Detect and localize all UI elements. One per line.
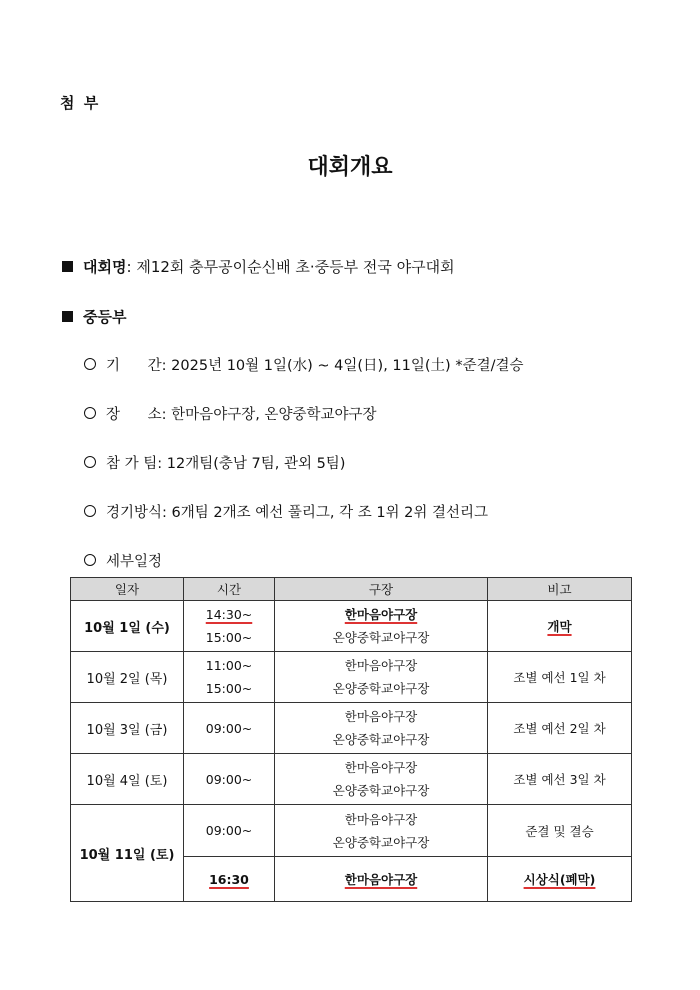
- table-row: [71, 652, 632, 703]
- venue-cell: [275, 703, 488, 754]
- period-label: 기 간: [106, 358, 162, 374]
- time-cell: 09:00~: [184, 805, 275, 857]
- page-title: 대회개요: [307, 155, 393, 180]
- venue-value: 한마음야구장, 온양중학교야구장: [171, 407, 377, 423]
- period-item: 기 간: 2025년 10월 1일(水) ~ 4일(日), 11일(土) *준결/결승: [84, 354, 523, 375]
- date-cell: 10월 3일 (금): [71, 703, 184, 754]
- table-header-row: [71, 578, 632, 601]
- format-item: 경기방식: 6개팀 2개조 예선 풀리그, 각 조 1위 2위 결선리그: [84, 501, 488, 522]
- teams-value: 12개팀(충남 7팀, 관외 5팀): [166, 456, 346, 472]
- venue-value: 한마음야구장: [344, 760, 418, 775]
- venue-value: 한마음야구장: [344, 658, 418, 673]
- note-cell: 조별 예선 1일 차: [488, 652, 632, 703]
- schedule-table: [70, 577, 632, 902]
- venue-value: 온양중학교야구장: [332, 732, 430, 747]
- date-cell: 10월 2일 (목): [71, 652, 184, 703]
- date-cell: 10월 4일 (토): [71, 754, 184, 805]
- venue-cell: [275, 805, 488, 857]
- time-cell: 09:00~: [184, 754, 275, 805]
- venue-item: 장 소: 한마음야구장, 온양중학교야구장: [84, 403, 377, 424]
- venue-cell: [275, 754, 488, 805]
- circle-bullet-icon: [84, 554, 96, 566]
- venue-value: 한마음야구장: [344, 811, 418, 827]
- table-row: [71, 601, 632, 652]
- time-value: 11:00~: [205, 658, 253, 673]
- venue-cell: [275, 857, 488, 902]
- schedule-item: [84, 550, 162, 571]
- table-row: [71, 805, 632, 857]
- note-cell: [488, 857, 632, 902]
- square-bullet-icon: [62, 311, 73, 322]
- venue-value: 한마음야구장: [344, 872, 418, 887]
- venue-cell: [275, 652, 488, 703]
- note-value: 개막: [547, 619, 572, 634]
- header-note: 비고: [488, 578, 632, 601]
- date-cell: 10월 1일 (수): [71, 601, 184, 652]
- division-label: 중등부: [83, 308, 127, 326]
- note-value: 시상식(폐막): [523, 872, 596, 887]
- attachment-label: 첨 부: [60, 94, 101, 112]
- venue-value: 온양중학교야구장: [332, 630, 430, 645]
- venue-label: 장 소: [106, 407, 162, 423]
- time-value: 15:00~: [205, 630, 253, 645]
- venue-value: 한마음야구장: [344, 607, 418, 622]
- venue-value: 온양중학교야구장: [332, 681, 430, 696]
- teams-item: 참 가 팀: 12개팀(충남 7팀, 관외 5팀): [84, 452, 345, 473]
- circle-bullet-icon: [84, 505, 96, 517]
- header-time: 시간: [184, 578, 275, 601]
- format-label: 경기방식: [106, 505, 163, 521]
- table-row: [71, 703, 632, 754]
- header-venue: 구장: [275, 578, 488, 601]
- event-name-line: [62, 256, 455, 277]
- venue-value: 온양중학교야구장: [332, 834, 430, 850]
- event-name-label: 대회명: [83, 258, 127, 276]
- teams-label: 참 가 팀: [106, 456, 158, 472]
- date-cell: 10월 11일 (토): [71, 805, 184, 902]
- note-cell: 준결 및 결승: [488, 805, 632, 857]
- note-cell: [488, 601, 632, 652]
- table-row: [71, 754, 632, 805]
- venue-value: 한마음야구장: [344, 709, 418, 724]
- time-cell: [184, 652, 275, 703]
- time-cell: [184, 857, 275, 902]
- venue-value: 온양중학교야구장: [332, 783, 430, 798]
- time-cell: [184, 601, 275, 652]
- format-value: 6개팀 2개조 예선 풀리그, 각 조 1위 2위 결선리그: [171, 505, 489, 521]
- note-cell: 조별 예선 2일 차: [488, 703, 632, 754]
- schedule-label: 세부일정: [106, 554, 163, 570]
- time-cell: 09:00~: [184, 703, 275, 754]
- circle-bullet-icon: [84, 456, 96, 468]
- venue-cell: [275, 601, 488, 652]
- event-name-colon: :: [126, 258, 132, 276]
- square-bullet-icon: [62, 261, 73, 272]
- time-value: 15:00~: [205, 681, 253, 696]
- circle-bullet-icon: [84, 407, 96, 419]
- time-value: 14:30~: [205, 607, 253, 622]
- note-cell: 조별 예선 3일 차: [488, 754, 632, 805]
- event-name-value: 제12회 충무공이순신배 초·중등부 전국 야구대회: [136, 258, 455, 276]
- time-value: 16:30: [209, 871, 249, 887]
- division-heading: [62, 306, 126, 327]
- circle-bullet-icon: [84, 358, 96, 370]
- header-date: 일자: [71, 578, 184, 601]
- period-value: 2025년 10월 1일(水) ~ 4일(日), 11일(土) *준결/결승: [171, 358, 524, 374]
